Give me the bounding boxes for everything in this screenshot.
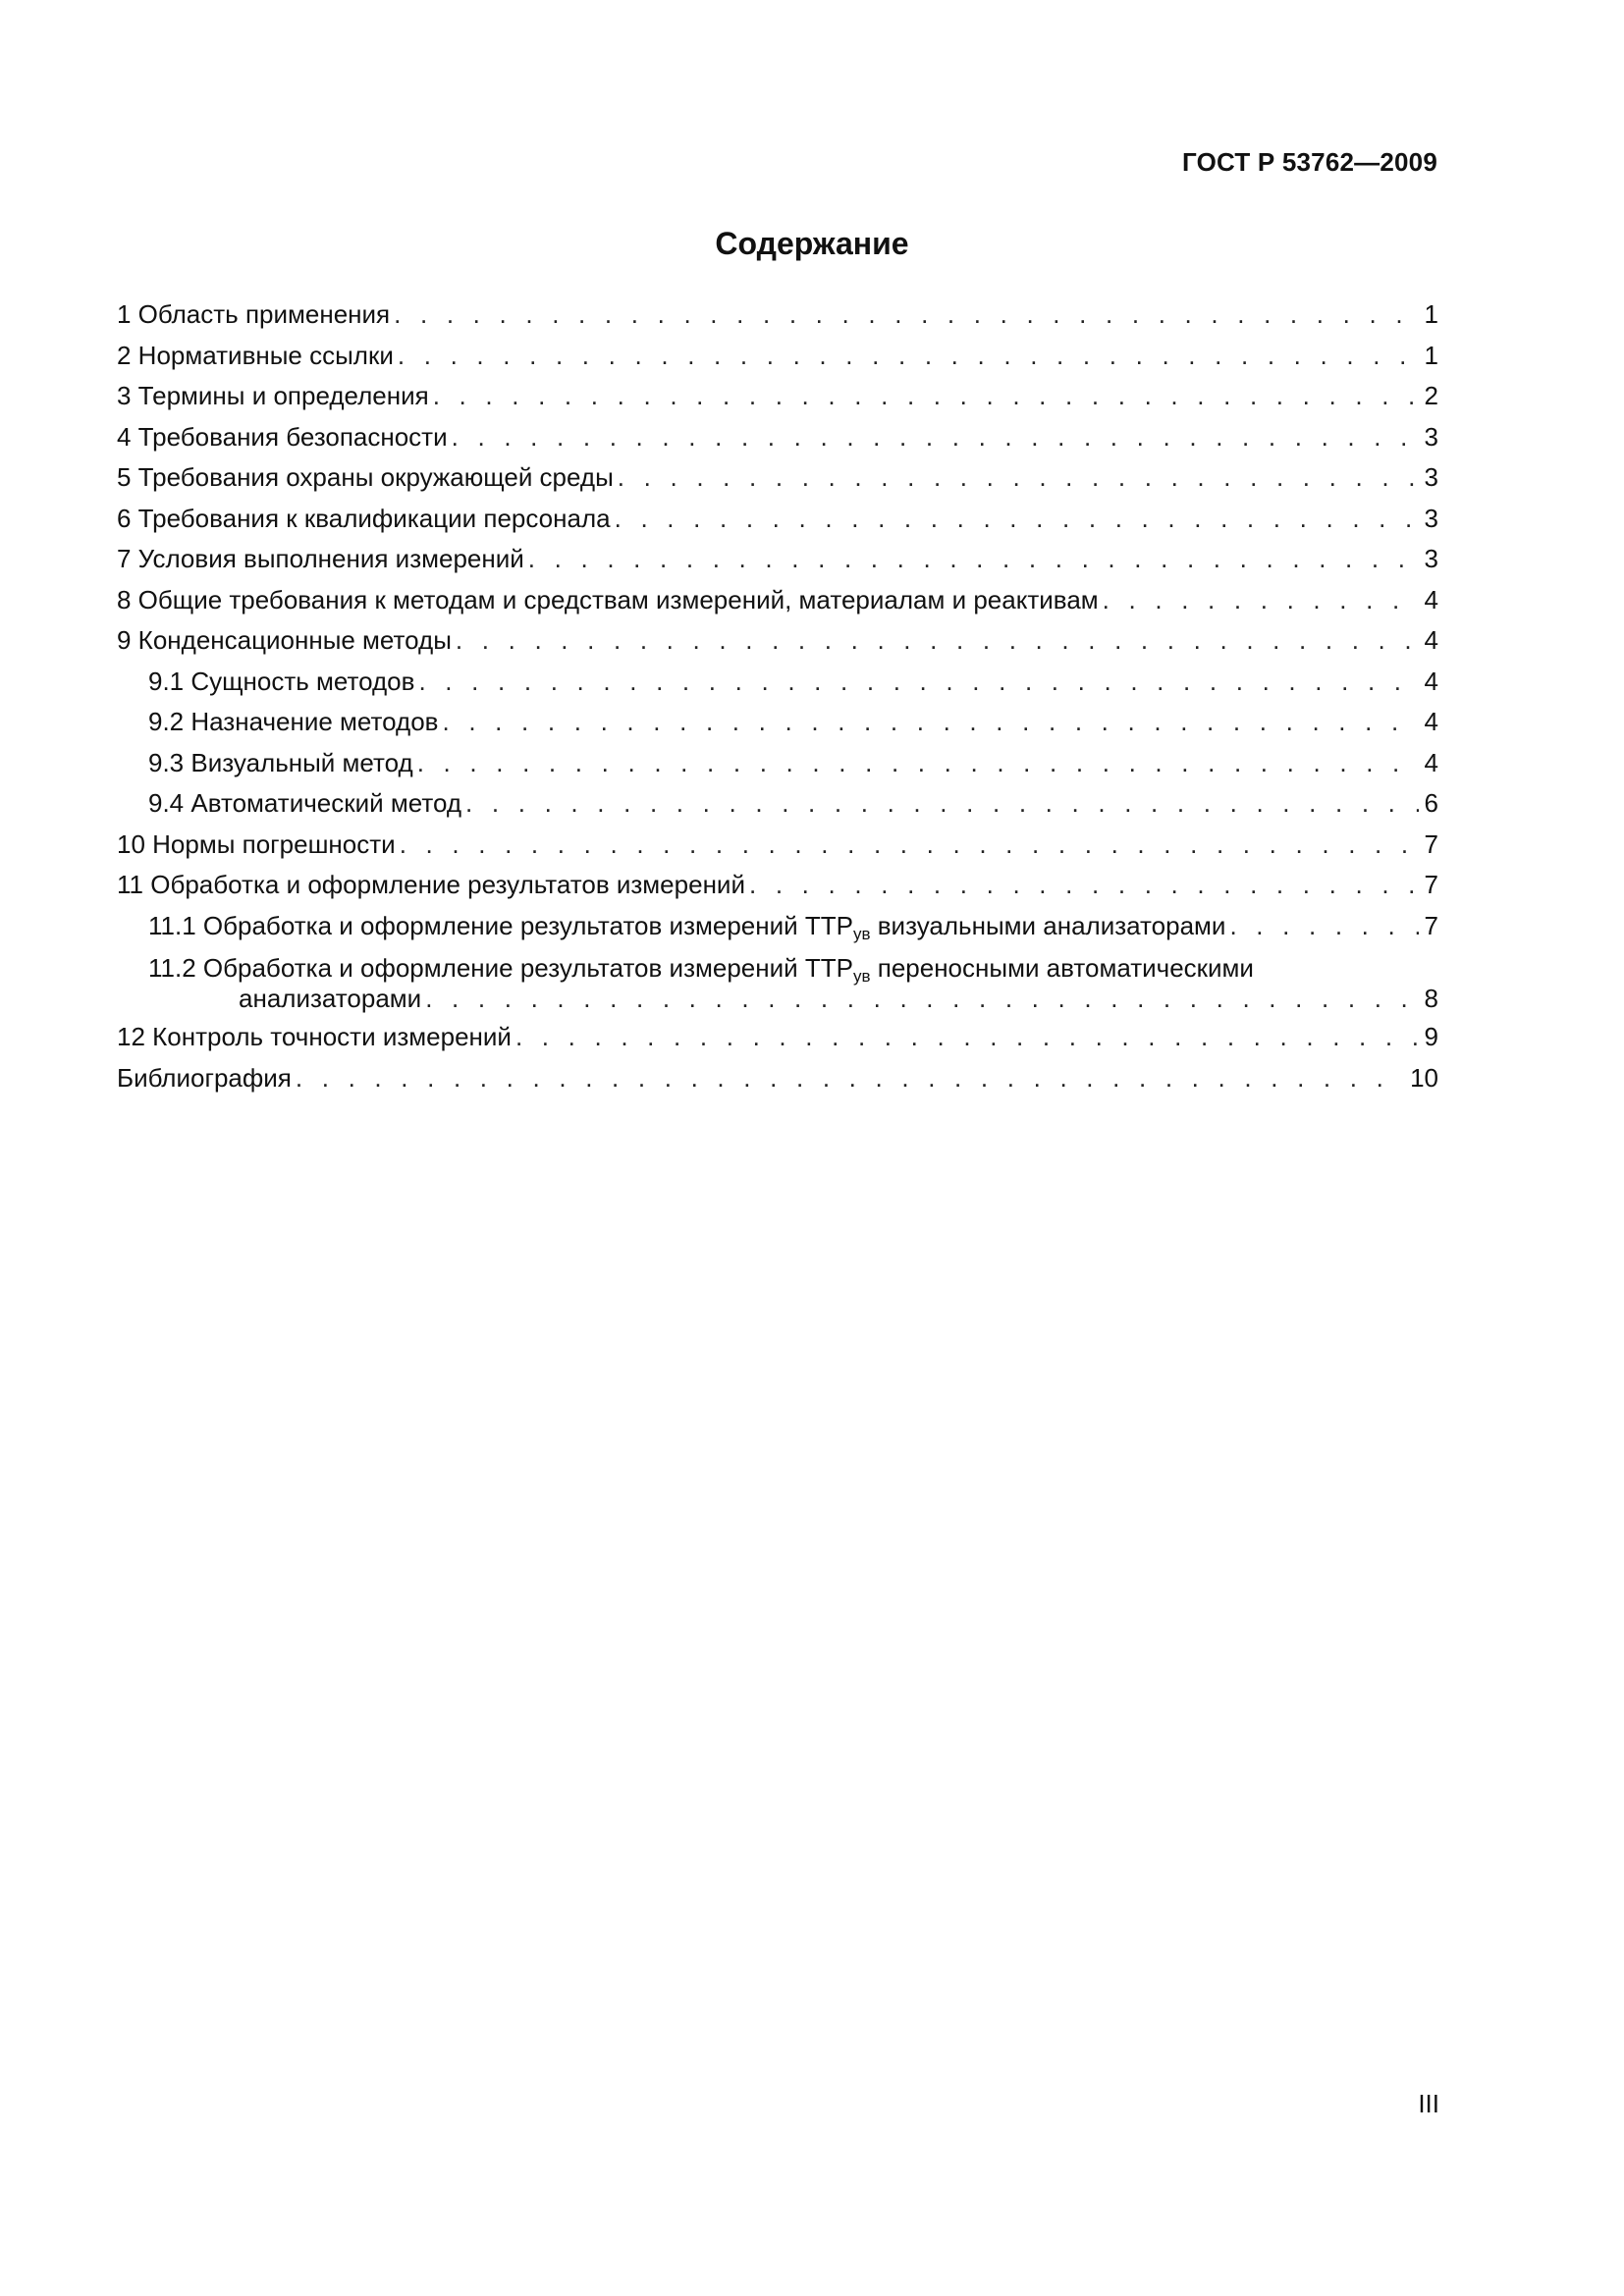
dot-leader xyxy=(425,984,1418,1014)
toc-entry-page: 4 xyxy=(1424,666,1438,696)
toc-entry-title: 5 Требования охраны окружающей среды xyxy=(117,462,614,492)
toc-entry-title: 9.4 Автоматический метод xyxy=(148,788,462,818)
toc-entry-page: 1 xyxy=(1424,299,1438,329)
toc-entry-title: 9.3 Визуальный метод xyxy=(148,747,413,777)
toc-entry-title: 6 Требования к квалификации персонала xyxy=(117,503,611,533)
dot-leader xyxy=(618,457,1419,499)
toc-entry-title: 11.1 Обработка и оформление результатов измерений $ТТР_{ув}$ визуальными анализаторами xyxy=(148,910,1226,943)
dot-leader xyxy=(1229,906,1418,947)
toc-entry-4[interactable] xyxy=(117,417,1438,458)
toc-entry-title: 9 Конденсационные методы xyxy=(117,625,452,655)
toc-entry-page: 4 xyxy=(1424,584,1438,614)
toc-entry-page: 3 xyxy=(1424,462,1438,492)
dot-leader xyxy=(528,539,1419,580)
toc-entry-9-3[interactable] xyxy=(117,743,1438,784)
toc-entry-11-1[interactable] xyxy=(117,906,1438,947)
toc-entry-page: 10 xyxy=(1410,1062,1438,1093)
dot-leader xyxy=(1103,580,1419,621)
toc-entry-9-2[interactable] xyxy=(117,702,1438,743)
dot-leader xyxy=(394,294,1418,336)
toc-entry-title: Библиография xyxy=(117,1062,292,1093)
toc-entry-title: 11 Обработка и оформление результатов измерений xyxy=(117,870,745,899)
document-number: ГОСТ Р 53762—2009 xyxy=(1182,147,1437,177)
dot-leader xyxy=(615,499,1419,540)
toc-entry-title: 1 Область применения xyxy=(117,299,391,329)
dot-leader xyxy=(465,783,1419,825)
toc-entry-page: 2 xyxy=(1424,381,1438,410)
dot-leader xyxy=(456,620,1419,662)
toc-entry-page: 1 xyxy=(1424,340,1438,370)
toc-entry-page: 4 xyxy=(1424,747,1438,777)
toc-entry-title: 9.1 Сущность методов xyxy=(148,666,415,696)
dot-leader xyxy=(452,417,1419,458)
dot-leader xyxy=(296,1058,1404,1099)
toc-entry-5[interactable] xyxy=(117,457,1438,499)
table-of-contents xyxy=(117,294,1438,1098)
toc-entry-title: 7 Условия выполнения измерений xyxy=(117,544,524,573)
toc-entry-title: 9.2 Назначение методов xyxy=(148,707,439,736)
toc-entry-9[interactable] xyxy=(117,620,1438,662)
toc-entry-title: 8 Общие требования к методам и средствам измерений, материалам и реактивам xyxy=(117,584,1099,614)
toc-entry-title: 12 Контроль точности измерений xyxy=(117,1022,512,1051)
toc-entry-page: 8 xyxy=(1424,984,1438,1013)
toc-entry-title: 3 Термины и определения xyxy=(117,381,429,410)
toc-entry-page: 4 xyxy=(1424,707,1438,736)
dot-leader xyxy=(442,702,1418,743)
dot-leader xyxy=(749,865,1419,906)
toc-entry-page: 7 xyxy=(1424,910,1438,940)
toc-entry-11[interactable] xyxy=(117,865,1438,906)
toc-entry-2[interactable] xyxy=(117,336,1438,377)
toc-entry-title-continued: анализаторами xyxy=(239,984,422,1013)
toc-entry-page: 3 xyxy=(1424,421,1438,452)
toc-entry-6[interactable] xyxy=(117,499,1438,540)
toc-entry-8[interactable] xyxy=(117,580,1438,621)
toc-entry-page: 3 xyxy=(1424,544,1438,573)
toc-entry-3[interactable] xyxy=(117,376,1438,417)
page-number: III xyxy=(1418,2089,1439,2118)
toc-entry-page: 7 xyxy=(1424,828,1438,859)
toc-entry-page: 6 xyxy=(1424,788,1438,818)
dot-leader xyxy=(400,825,1419,866)
toc-entry-title: 10 Нормы погрешности xyxy=(117,828,396,859)
toc-entry-9-1[interactable] xyxy=(117,662,1438,703)
toc-entry-bibliography[interactable] xyxy=(117,1058,1438,1099)
dot-leader xyxy=(418,662,1418,703)
toc-entry-7[interactable] xyxy=(117,539,1438,580)
dot-leader xyxy=(417,743,1419,784)
toc-entry-page: 4 xyxy=(1424,625,1438,655)
toc-entry-11-2[interactable] xyxy=(117,946,1438,1017)
dot-leader xyxy=(398,336,1419,377)
toc-entry-10[interactable] xyxy=(117,825,1438,866)
dot-leader xyxy=(515,1017,1419,1058)
toc-entry-page: 3 xyxy=(1424,503,1438,533)
dot-leader xyxy=(433,376,1419,417)
toc-entry-12[interactable] xyxy=(117,1017,1438,1058)
toc-entry-title: 2 Нормативные ссылки xyxy=(117,340,394,370)
toc-entry-title: 11.2 Обработка и оформление результатов измерений $ТТР_{ув}$ переносными автоматическими xyxy=(148,953,1254,986)
toc-entry-1[interactable] xyxy=(117,294,1438,336)
toc-title: Содержание xyxy=(715,226,909,261)
toc-entry-title: 4 Требования безопасности xyxy=(117,421,448,452)
toc-entry-page: 9 xyxy=(1424,1022,1438,1051)
toc-entry-9-4[interactable] xyxy=(117,783,1438,825)
toc-entry-page: 7 xyxy=(1424,870,1438,899)
